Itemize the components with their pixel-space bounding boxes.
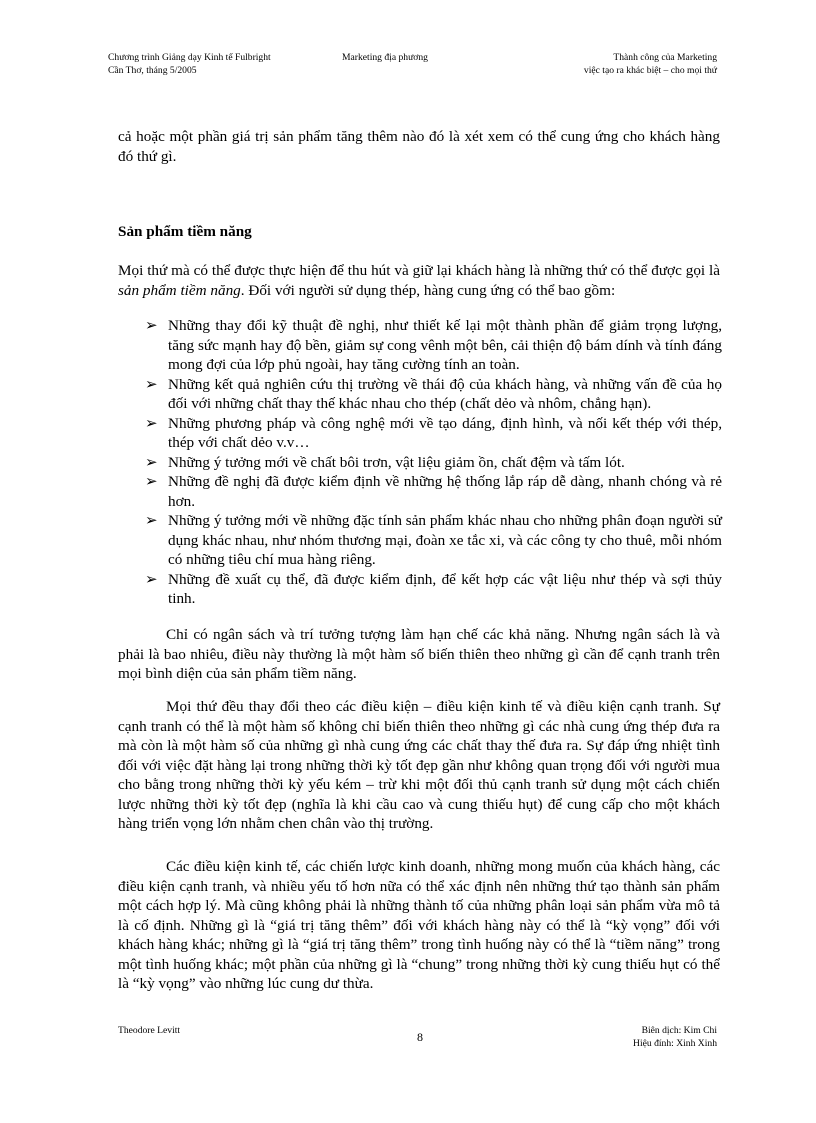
arrow-bullet-icon: ➢ [145,317,158,334]
document-title-line2: việc tạo ra khác biệt – cho mọi thứ [583,64,717,76]
para1-italic-term: sản phẩm tiềm năng [118,281,241,299]
program-name: Chương trình Giảng dạy Kinh tế Fulbright [108,52,271,63]
header-left [108,52,271,77]
para2-wrap [118,625,720,684]
page-body [118,127,720,166]
header-center: Marketing địa phương [342,52,428,63]
bullet-list-wrap [118,316,722,609]
footer-credits [633,1025,717,1050]
list-item-text: Những thay đổi kỹ thuật đề nghị, như thiết kế lại một thành phần để giảm trọng lượng, tăng sức mạnh hay độ bền, giảm sự cong vênh một bên, cải thiện độ bám dính và tính đáng mong đợi của lớp phủ ngoài, hay tăng cường tính an toàn. [168,317,722,373]
list-item-text: Những ý tưởng mới về những đặc tính sản phẩm khác nhau cho những phân đoạn người sử dụng khác nhau, như nhóm thương mại, đoàn xe tắc xi, và các công ty cho thuê, mỗi nhóm có những tiêu chí mua hàng riêng. [168,512,722,568]
section-heading-wrap [118,222,720,242]
arrow-bullet-icon: ➢ [145,512,158,529]
page-number: 8 [417,1030,423,1044]
place-date: Cần Thơ, tháng 5/2005 [108,64,197,76]
header-right [584,52,717,77]
translator-credit: Biên dịch: Kim Chi [641,1025,717,1036]
arrow-bullet-icon: ➢ [145,375,158,393]
list-item-text: Những đề nghị đã được kiểm định về những hệ thống lắp ráp dễ dàng, nhanh chóng và rẻ hơn. [168,473,722,510]
arrow-bullet-icon: ➢ [145,473,158,490]
paragraph-1 [118,261,720,300]
list-item [118,570,722,609]
document-title-line1: Thành công của Marketing [613,52,717,63]
paragraph-2: Chỉ có ngân sách và trí tưởng tượng làm hạn chế các khả năng. Nhưng ngân sách là và phải là bao nhiêu, điều này thường là một hàm số biến thiên theo những gì cần để cạnh tranh trên mọi bình diện của sản phẩm tiềm năng. [118,626,720,682]
footer-author: Theodore Levitt [118,1025,181,1036]
para1-wrap [118,261,720,300]
list-item-text: Những đề xuất cụ thể, đã được kiểm định, để kết hợp các vật liệu như thép và sợi thủy tinh. [168,570,722,607]
list-item-text: Những kết quả nghiên cứu thị trường về thái độ của khách hàng, và những vấn đề của họ đối với những chất thay thế khác nhau cho thép (chất dẻo và nhôm, chẳng hạn). [168,375,722,412]
editor-credit: Hiệu đính: Xinh Xinh [633,1037,717,1049]
arrow-bullet-icon: ➢ [145,453,158,471]
list-item [118,453,722,473]
section-heading: Sản phẩm tiềm năng [118,223,252,240]
para4-wrap [118,857,720,994]
list-item [118,414,722,453]
paragraph-4: Các điều kiện kinh tế, các chiến lược kinh doanh, những mong muốn của khách hàng, các điều kiện cạnh tranh, và nhiều yếu tố hơn nữa có thể xác định nên những thứ tạo thành sản phẩm một cách hợp lý. Mà cũng không phải là những thành tố của những phân loại sản phẩm vừa mô tả là cố định. Những gì là “giá trị tăng thêm” đối với khách hàng này có thể là “kỳ vọng” đối với khách hàng khác; những gì là “giá trị tăng thêm” trong tình huống này có thể là “tiềm năng” trong một tình huống khác; một phần của những gì là “chung” trong những thời kỳ cung thiếu hụt có thể là “kỳ vọng” vào những lúc cung dư thừa. [118,858,720,992]
para1-text-before: Mọi thứ mà có thể được thực hiện để thu hút và giữ lại khách hàng là những thứ có thể được gọi là [118,262,720,279]
list-item-text: Những phương pháp và công nghệ mới về tạo dáng, định hình, và nối kết thép với thép, thép với chất dẻo v.v… [168,414,722,451]
list-item [118,511,722,570]
arrow-bullet-icon: ➢ [145,414,158,432]
intro-paragraph: cả hoặc một phần giá trị sản phẩm tăng thêm nào đó là xét xem có thể cung ứng cho khách hàng đó thứ gì. [118,128,720,165]
arrow-bullet-icon: ➢ [145,570,158,588]
list-item [118,316,722,375]
para1-text-after: . Đối với người sử dụng thép, hàng cung ứng có thể bao gồm: [240,281,616,299]
paragraph-3: Mọi thứ đều thay đổi theo các điều kiện – điều kiện kinh tế và điều kiện cạnh tranh. Sự cạnh tranh có thể là một hàm số không chỉ biến thiên theo những gì các nhà cung ứng thép đưa ra mà còn là một hàm số của những gì nhà cung ứng các chất thay thế đưa ra. Sự đáp ứng nhiệt tình đối với việc đặt hàng lại trong những thời kỳ tốt đẹp gần như không quan trọng đối với người mua cho bằng trong những thời kỳ yếu kém – trừ khi một đối thủ cạnh tranh sử dụng một cách chiến lược những thời kỳ tốt đẹp (nghĩa là khi cầu cao và cung thiếu hụt) để cung cấp cho một khách hàng triển vọng lớn nhằm chen chân vào thị trường. [118,698,720,832]
list-item-text: Những ý tưởng mới về chất bôi trơn, vật liệu giảm ồn, chất đệm và tấm lót. [168,453,625,471]
bullet-list [118,316,722,609]
list-item [118,472,722,511]
para3-wrap [118,697,720,834]
list-item [118,375,722,414]
